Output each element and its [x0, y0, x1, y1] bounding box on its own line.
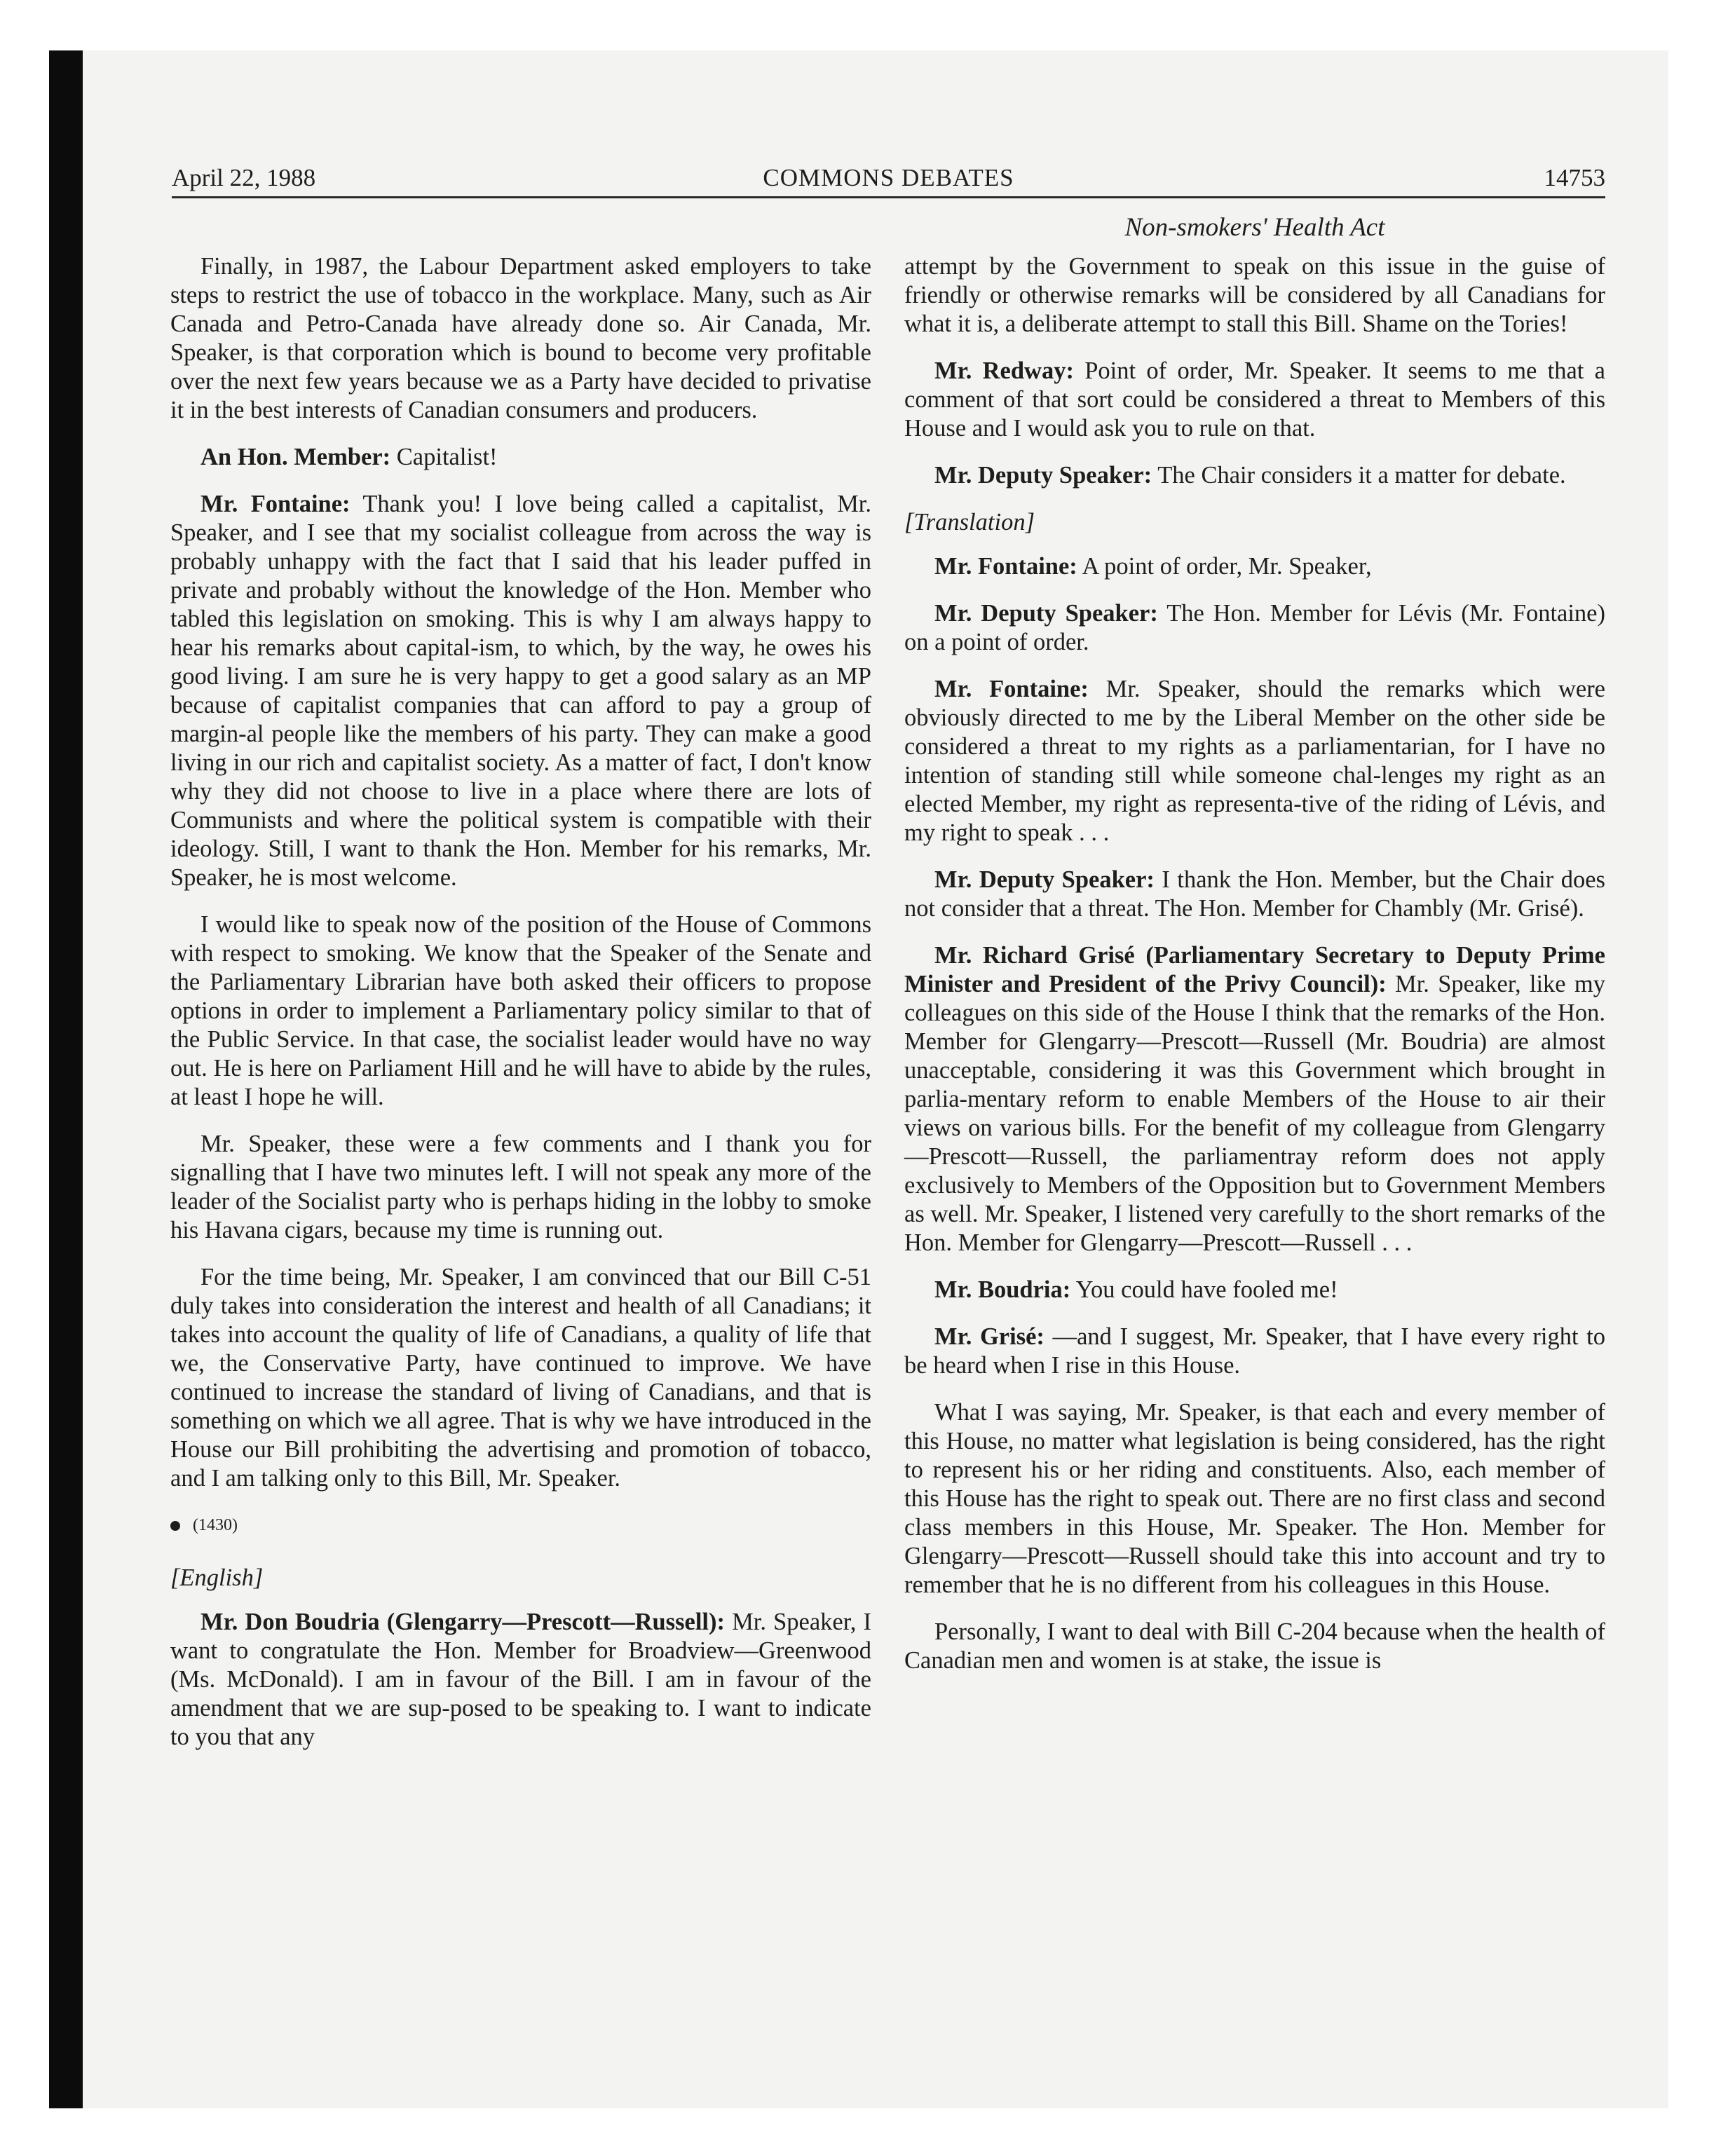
- paragraph: [904, 1618, 1605, 1675]
- right-column: [904, 252, 1605, 1693]
- speaker-name: Mr. Boudria:: [934, 1276, 1071, 1303]
- right-paragraphs-bottom: [904, 552, 1605, 1675]
- scan-edge: [49, 50, 83, 2108]
- left-column: [170, 252, 871, 1770]
- header-date: April 22, 1988: [172, 164, 316, 191]
- paragraph-text: Finally, in 1987, the Labour Department asked employers to take steps to restrict the use of tobacco in the workplace. Many, such as Air Canada and Petro-Canada have already done so. Air Canada, Mr. Speaker, is that corporation which is bound to become very profitable over the next few years because we as a Party have decided to privatise it in the best interests of Canadian consumers and producers.: [170, 253, 871, 423]
- paragraph-text: The Hon. Member for Lévis (Mr. Fontaine) on a point of order.: [904, 600, 1605, 655]
- paragraph: [904, 1398, 1605, 1599]
- paragraph: [170, 252, 871, 425]
- speaker-name: An Hon. Member:: [200, 444, 391, 470]
- paragraph: [170, 443, 871, 472]
- left-paragraphs: [170, 252, 871, 1493]
- paragraph: [904, 357, 1605, 443]
- paragraph: [904, 1276, 1605, 1304]
- speaker-name: Mr. Don Boudria (Glengarry—Prescott—Russell):: [200, 1609, 725, 1635]
- paragraph: [170, 1130, 871, 1245]
- speaker-name: Mr. Fontaine:: [934, 676, 1089, 702]
- paragraph: [170, 1263, 871, 1493]
- speaker-name: Mr. Fontaine:: [934, 553, 1077, 580]
- right-paragraphs-top: [904, 252, 1605, 490]
- paragraph-text: I thank the Hon. Member, but the Chair does not consider that a threat. The Hon. Member for Chambly (Mr. Grisé).: [904, 866, 1605, 922]
- paragraph-text: attempt by the Government to speak on this issue in the guise of friendly or otherwise remarks will be considered by all Canadians for what it is, a deliberate attempt to stall this Bill. Shame on the Tories!: [904, 253, 1605, 337]
- time-marker-text: (1430): [193, 1516, 238, 1534]
- paragraph-text: A point of order, Mr. Speaker,: [1082, 553, 1372, 580]
- header-page-number: 14753: [1544, 164, 1605, 191]
- paragraph: [904, 675, 1605, 847]
- paragraph-text: Mr. Speaker, should the remarks which were obviously directed to me by the Liberal Member on the other side be considered a threat to my rights as a parliamentarian, for I have no intention of standing still while someone chal-lenges my right as an elected Member, my right as representa-tive of the riding of Lévis, and my right to speak . . .: [904, 676, 1605, 846]
- paragraph: [904, 552, 1605, 581]
- paragraph-text: Thank you! I love being called a capitalist, Mr. Speaker, and I see that my socialist colleague from across the way is probably unhappy with the fact that I said that his leader puffed in private and probably without the knowledge of the Hon. Member who tabled this legislation on smoking. This is why I am always happy to hear his remarks about capital-ism, to which, by the way, he owes his good living. I am sure he is very happy to get a good salary as an MP because of capitalist companies that can afford to pay a group of margin-al people like the members of his party. They can make a good living in our rich and capitalist society. As a matter of fact, I don't know why they did not choose to live in a place where there are lots of Communists and where the political system is compatible with their ideology. Still, I want to thank the Hon. Member for his remarks, Mr. Speaker, he is most welcome.: [170, 491, 871, 891]
- paragraph: [904, 941, 1605, 1257]
- paragraph-text: The Chair considers it a matter for debate.: [1157, 462, 1566, 489]
- speaker-name: Mr. Richard Grisé (Parliamentary Secretary to Deputy Prime Minister and President of the Privy Council):: [904, 942, 1605, 997]
- paragraph: [904, 866, 1605, 923]
- paragraph-text: For the time being, Mr. Speaker, I am convinced that our Bill C-51 duly takes into consideration the interest and health of all Canadians; it takes into account the quality of life of Canadians, a quality of life that we, the Conservative Party, have continued to improve. We have continued to increase the standard of living of Canadians, and that is something on which we all agree. That is why we have introduced in the House our Bill prohibiting the advertising and promotion of tobacco, and I am talking only to this Bill, Mr. Speaker.: [170, 1264, 871, 1492]
- paragraph: [904, 461, 1605, 490]
- paragraph-text: What I was saying, Mr. Speaker, is that each and every member of this House, no matter what legislation is being considered, has the right to represent his or her riding and constituents. Also, each member of this House has the right to speak out. There are no first class and second class members in this House, Mr. Speaker. The Hon. Member for Glengarry—Prescott—Russell should take this into account and try to remember that he is no different from his colleagues in this House.: [904, 1399, 1605, 1598]
- paragraph-text: You could have fooled me!: [1075, 1276, 1338, 1303]
- page-header: [172, 160, 1605, 198]
- paragraph: [170, 490, 871, 892]
- running-title: Non-smokers' Health Act: [1124, 213, 1385, 242]
- speaker-name: Mr. Fontaine:: [200, 491, 351, 517]
- bullet-icon: [170, 1521, 180, 1531]
- paragraph-text: Personally, I want to deal with Bill C-204 because when the health of Canadian men and women is at stake, the issue is: [904, 1618, 1605, 1674]
- paragraph: [904, 599, 1605, 657]
- speaker-name: Mr. Deputy Speaker:: [934, 866, 1155, 893]
- paragraph: [904, 252, 1605, 339]
- header-publication: COMMONS DEBATES: [763, 164, 1014, 191]
- speaker-name: Mr. Redway:: [934, 357, 1074, 384]
- time-marker: [170, 1511, 871, 1540]
- paragraph: [904, 1323, 1605, 1380]
- paragraph: [170, 910, 871, 1112]
- boudria-paragraph: [170, 1608, 871, 1752]
- speaker-name: Mr. Grisé:: [934, 1323, 1045, 1350]
- speaker-name: Mr. Deputy Speaker:: [934, 600, 1158, 627]
- paragraph-text: Point of order, Mr. Speaker. It seems to me that a comment of that sort could be considered a threat to Members of this House and I would ask you to rule on that.: [904, 357, 1605, 442]
- paragraph-text: I would like to speak now of the position of the House of Commons with respect to smoking. We know that the Speaker of the Senate and the Parliamentary Librarian have both asked their officers to propose options in order to implement a Parliamentary policy similar to that of the Public Service. In that case, the socialist leader would have no way out. He is here on Parliament Hill and he will have to abide by the rules, at least I hope he will.: [170, 911, 871, 1110]
- paragraph-text: Capitalist!: [396, 444, 498, 470]
- paragraph-text: Mr. Speaker, I want to congratulate the Hon. Member for Broadview—Greenwood (Ms. McDonald). I am in favour of the Bill. I am in favour of the amendment that we are sup-posed to be speaking to. I want to indicate to you that any: [170, 1609, 872, 1750]
- paragraph-text: Mr. Speaker, like my colleagues on this side of the House I think that the remarks of the Hon. Member for Glengarry—Prescott—Russell (Mr. Boudria) are almost unacceptable, considering it was this Government which brought in parlia-mentary reform to enable Members of the House to air their views on various bills. For the benefit of my colleague from Glengarry—Prescott—Russell, the parliamentray reform does not apply exclusively to Members of the Opposition but to Government Members as well. Mr. Speaker, I listened very carefully to the short remarks of the Hon. Member for Glengarry—Prescott—Russell . . .: [904, 971, 1606, 1256]
- language-note-english: [English]: [170, 1564, 264, 1591]
- paragraph-text: Mr. Speaker, these were a few comments and I thank you for signalling that I have two minutes left. I will not speak any more of the leader of the Socialist party who is perhaps hiding in the lobby to smoke his Havana cigars, because my time is running out.: [170, 1131, 871, 1243]
- paragraph-text: —and I suggest, Mr. Speaker, that I have every right to be heard when I rise in this House.: [904, 1323, 1606, 1379]
- language-note-translation: [Translation]: [904, 509, 1035, 535]
- speaker-name: Mr. Deputy Speaker:: [934, 462, 1152, 489]
